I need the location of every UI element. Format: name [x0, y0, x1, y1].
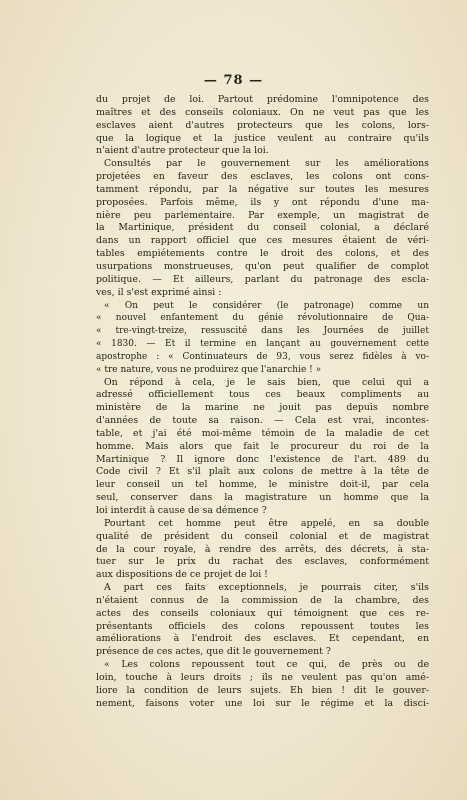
- text-line: « nouvel enfantement du génie révolutionnaire de Qua-: [96, 313, 429, 324]
- text-line: esclaves aient d'autres protecteurs que les colons, lors-: [96, 119, 429, 131]
- text-line: aux dispositions de ce projet de loi !: [96, 569, 268, 581]
- page-number: — 78 —: [203, 73, 264, 88]
- text-line: dans un rapport officiel que ces mesures étaient de véri-: [96, 235, 429, 247]
- text-line: « Les colons repoussent tout ce qui, de près ou de: [104, 659, 429, 671]
- text-line: d'années de toute sa raison. — Cela est vrai, incontes-: [96, 415, 429, 427]
- text-line: adressé officiellement tous ces beaux compliments au: [96, 389, 429, 401]
- text-line: tables empiétements contre le droit des colons, et des: [96, 248, 429, 260]
- text-line: nière peu parlementaire. Par exemple, un magistrat de: [96, 209, 429, 221]
- text-line: table, et j'ai été moi-même témoin de la maladie de cet: [96, 427, 429, 439]
- text-line: du projet de loi. Partout prédomine l'omnipotence des: [96, 94, 429, 105]
- text-line: politique. — Et ailleurs, parlant du patronage des escla-: [96, 273, 429, 285]
- text-line: ves, il s'est exprimé ainsi :: [96, 286, 222, 298]
- text-line: actes des conseils coloniaux qui témoignent que ces re-: [96, 607, 429, 619]
- text-line: « On peut le considérer (le patronage) comme un: [104, 300, 429, 311]
- text-line: présentants officiels des colons repoussent toutes les: [96, 620, 429, 632]
- text-line: apostrophe : « Continuateurs de 93, vous serez fidèles à vo-: [96, 351, 429, 362]
- text-line: seul, conserver dans la magistrature un homme que la: [96, 492, 429, 504]
- text-line: de la cour royale, à rendre des arrêts, des décrets, à sta-: [96, 543, 429, 555]
- text-line: n'étaient connus de la commission de la chambre, des: [96, 594, 429, 606]
- text-line: la Martinique, président du conseil colonial, a déclaré: [96, 222, 429, 234]
- text-line: ministère de la marine ne jouit pas depuis nombre: [96, 402, 429, 414]
- text-line: n'aient d'autre protecteur que la loi.: [96, 145, 269, 157]
- text-line: « 1830. — Et il termine en lançant au gouvernement cette: [96, 339, 429, 350]
- text-line: On répond à cela, je le sais bien, que celui qui a: [104, 376, 429, 388]
- text-line: Martinique ? Il ignore donc l'existence de l'art. 489 du: [96, 453, 429, 465]
- text-line: « tre nature, vous ne produirez que l'anarchie ! »: [96, 364, 322, 375]
- text-line: loin, touche à leurs droits ; ils ne veulent pas qu'on amé-: [96, 671, 429, 683]
- text-line: « tre-vingt-treize, ressuscité dans les Journées de juillet: [96, 326, 429, 337]
- text-line: nement, faisons voter une loi sur le régime et la disci-: [96, 697, 429, 709]
- text-line: liore la condition de leurs sujets. Eh bien ! dit le gouver-: [96, 684, 429, 696]
- text-line: leur conseil un tel homme, le ministre doit-il, par cela: [96, 479, 429, 491]
- text-line: projetées en faveur des esclaves, les colons ont cons-: [96, 171, 429, 183]
- text-line: A part ces faits exceptionnels, je pourrais citer, s'ils: [104, 582, 429, 594]
- text-line: Consultés par le gouvernement sur les améliorations: [104, 158, 429, 170]
- text-line: proposées. Parfois même, ils y ont répondu d'une ma-: [96, 196, 429, 208]
- text-line: que la logique et la justice veulent au contraire qu'ils: [96, 132, 429, 144]
- text-line: améliorations à l'endroit des esclaves. Et cependant, en: [96, 633, 429, 645]
- text-line: homme. Mais alors que fait le procureur du roi de la: [96, 440, 429, 452]
- text-line: Code civil ? Et s'il plaît aux colons de mettre à la tête de: [96, 466, 429, 478]
- text-line: présence de ces actes, que dit le gouvernement ?: [96, 646, 331, 658]
- text-line: usurpations monstrueuses, qu'on peut qualifier de complot: [96, 260, 429, 272]
- text-line: tamment répondu, par la négative sur toutes les mesures: [96, 183, 429, 195]
- text-line: qualité de président du conseil colonial et de magistrat: [96, 530, 429, 542]
- body-text: [96, 94, 429, 711]
- text-line: loi interdit à cause de sa démence ?: [96, 505, 267, 516]
- text-line: maîtres et des conseils coloniaux. On ne veut pas que les: [96, 106, 429, 118]
- text-line: tuer sur le prix du rachat des esclaves, conformément: [96, 556, 429, 568]
- text-line: Pourtant cet homme peut être appelé, en sa double: [104, 517, 429, 529]
